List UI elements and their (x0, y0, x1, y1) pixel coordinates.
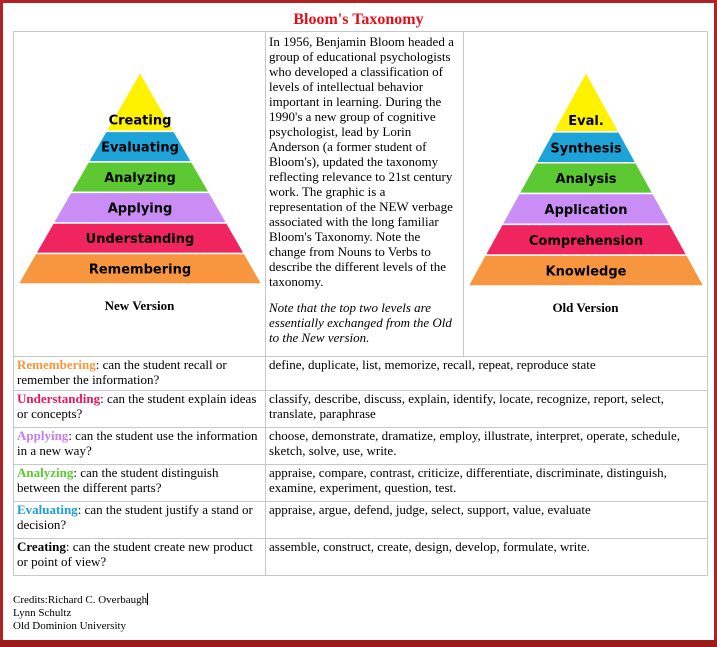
credits-line: Old Dominion University (13, 620, 127, 632)
table-row (14, 391, 708, 428)
pyramid-level-label: Understanding (85, 232, 195, 248)
level-name: Applying (17, 428, 69, 443)
level-name: Understanding (17, 391, 101, 406)
pyramid-level-label: Eval. (568, 113, 604, 129)
level-question-cell (14, 391, 266, 428)
table-row (14, 428, 708, 465)
pyramid-level-label: Creating (108, 113, 172, 129)
taxonomy-table (13, 31, 708, 576)
pyramid-level-label: Knowledge (545, 264, 627, 280)
table-row (14, 539, 708, 576)
level-question-cell (14, 357, 266, 391)
level-question-cell (14, 465, 266, 502)
table-row (14, 465, 708, 502)
intro-cell (266, 32, 464, 357)
verbs-cell: assemble, construct, create, design, develop, formulate, write. (266, 539, 708, 576)
level-question: : can the student justify a stand or decision? (17, 502, 253, 532)
intro-paragraph: In 1956, Benjamin Bloom headed a group of educational psychologists who developed a classification of levels of intellectual behavior important in learning. During the 1990's a new group of cognitive psychologist, lead by Lorin Anderson (a former student of Bloom's), updated the taxonomy reflecting relevance to 21st century work. The graphic is a representation of the NEW verbage associated with the long familiar Bloom's Taxonomy. Note the change from Nouns to Verbs to describe the different levels of the taxonomy. (269, 34, 454, 289)
level-name: Evaluating (17, 502, 78, 517)
verbs-cell: choose, demonstrate, dramatize, employ, illustrate, interpret, operate, schedule, sketch, solve, use, write. (266, 428, 708, 465)
new-version-caption: New Version (104, 298, 175, 313)
level-name: Remembering (17, 357, 96, 372)
pyramid-level-label: Evaluating (101, 140, 179, 156)
verbs-cell: classify, describe, discuss, explain, identify, locate, recognize, report, select, translate, paraphrase (266, 391, 708, 428)
level-question: : can the student use the information in a new way? (17, 428, 258, 458)
credits-line: Lynn Schultz (13, 607, 72, 619)
level-name: Analyzing (17, 465, 74, 480)
text-cursor (147, 593, 148, 605)
level-question-cell (14, 502, 266, 539)
intro-note: Note that the top two levels are essentially exchanged from the Old to the New version. (269, 300, 452, 345)
pyramid-level-label: Application (544, 202, 628, 218)
credits-line: Credits:Richard C. Overbaugh (13, 594, 148, 606)
pyramid-level-label: Synthesis (550, 141, 622, 157)
pyramid-level-label: Analyzing (104, 171, 176, 187)
table-row (14, 502, 708, 539)
level-question: : can the student create new product or point of view? (17, 539, 253, 569)
verbs-cell: appraise, compare, contrast, criticize, differentiate, discriminate, distinguish, examine, experiment, question, test. (266, 465, 708, 502)
new-version-pyramid (18, 72, 262, 284)
level-question: : can the student distinguish between the different parts? (17, 465, 219, 495)
page-title: Bloom's Taxonomy (293, 11, 424, 28)
pyramid-level-label: Applying (107, 201, 173, 217)
level-name: Creating (17, 539, 66, 554)
old-version-caption: Old Version (552, 300, 619, 315)
old-version-pyramid (468, 72, 704, 286)
level-question: : can the student explain ideas or concepts? (17, 391, 257, 421)
old-version-cell (464, 32, 708, 357)
credits (13, 593, 148, 633)
pyramid-level-label: Comprehension (528, 233, 644, 249)
verbs-cell: appraise, argue, defend, judge, select, support, value, evaluate (266, 502, 708, 539)
table-row (14, 357, 708, 391)
level-question: : can the student recall or remember the information? (17, 357, 227, 387)
page-bottom-border (0, 640, 717, 647)
level-question-cell (14, 539, 266, 576)
pyramid-level-label: Remembering (88, 262, 192, 278)
verbs-cell: define, duplicate, list, memorize, recall, repeat, reproduce state (266, 357, 708, 391)
new-version-cell (14, 32, 266, 357)
level-question-cell (14, 428, 266, 465)
pyramid-level-label: Analysis (555, 172, 617, 188)
